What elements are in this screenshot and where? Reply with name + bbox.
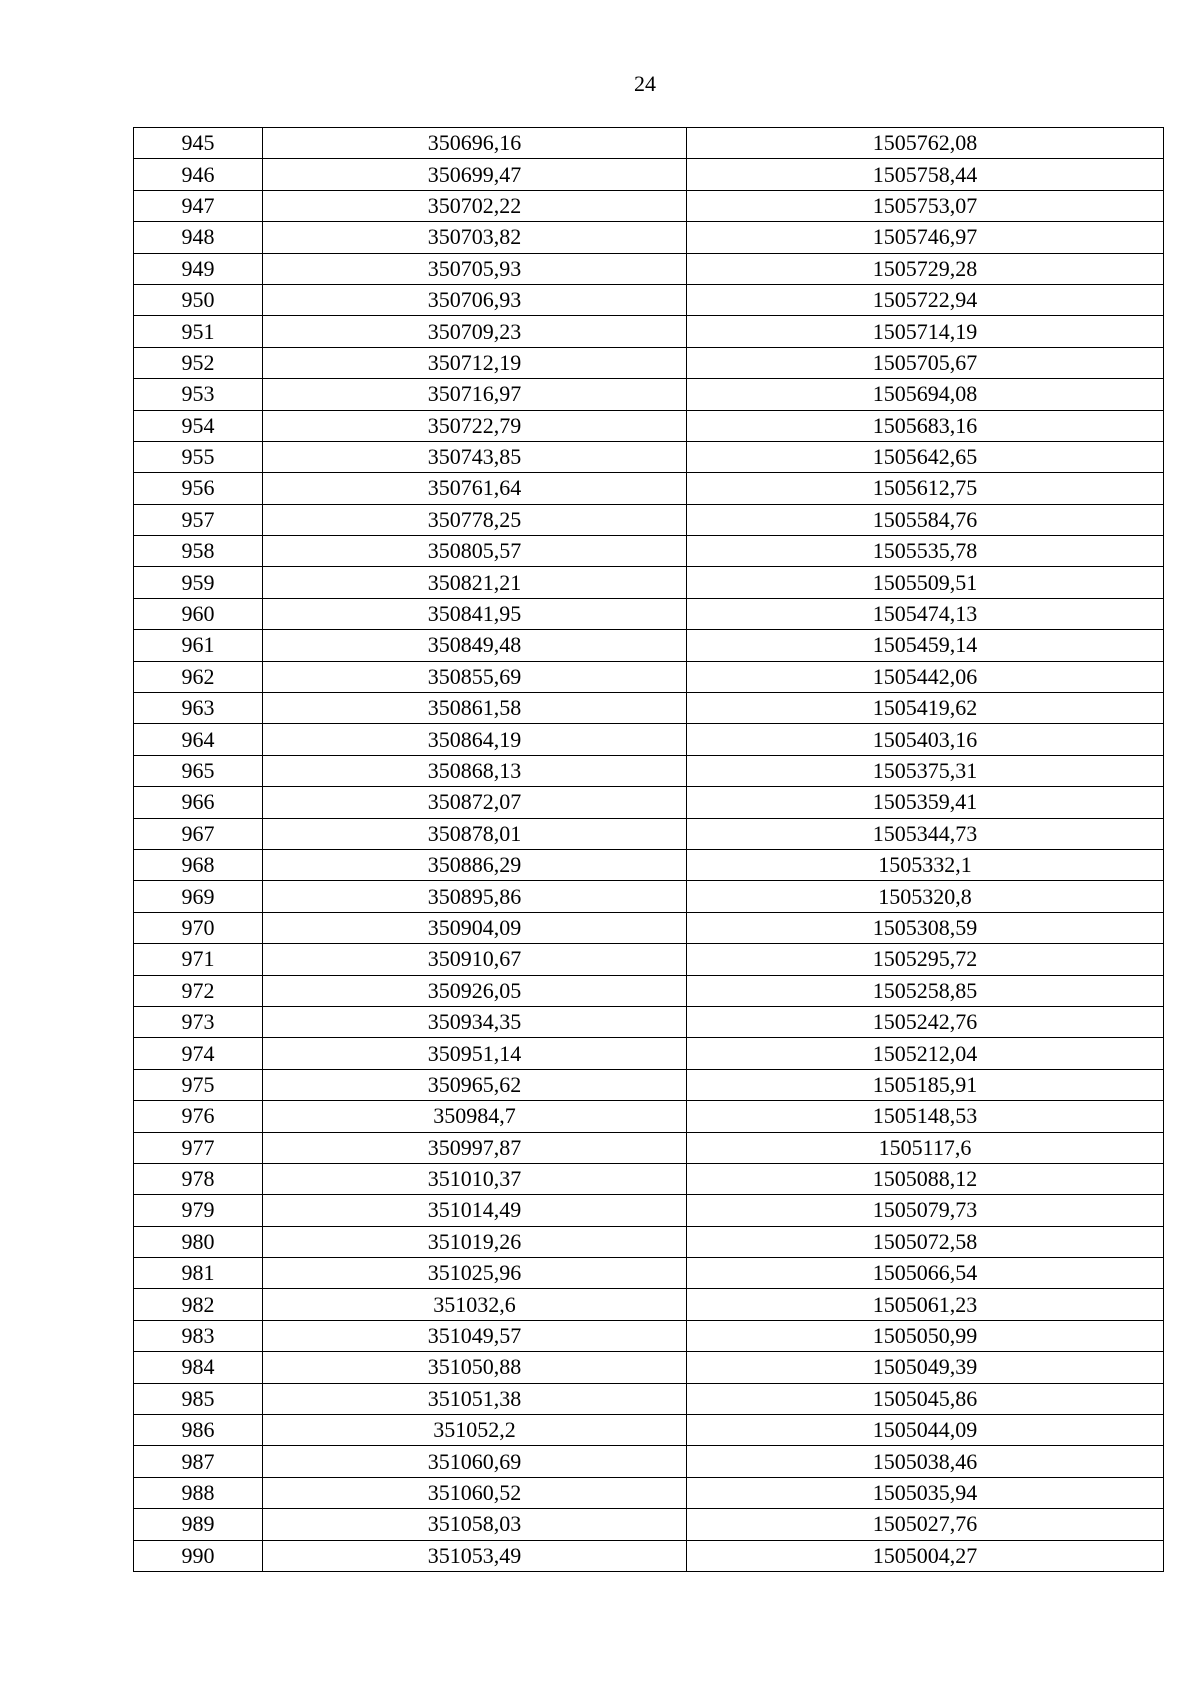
x-coordinate-cell: 350868,13 bbox=[263, 755, 687, 786]
table-row bbox=[134, 1320, 1164, 1351]
table-row bbox=[134, 598, 1164, 629]
y-coordinate-cell: 1505758,44 bbox=[687, 159, 1164, 190]
y-coordinate-cell: 1505722,94 bbox=[687, 284, 1164, 315]
x-coordinate-cell: 350910,67 bbox=[263, 944, 687, 975]
table-row bbox=[134, 787, 1164, 818]
point-number-cell: 975 bbox=[134, 1069, 263, 1100]
point-number-cell: 980 bbox=[134, 1226, 263, 1257]
point-number-cell: 950 bbox=[134, 284, 263, 315]
table-row bbox=[134, 1352, 1164, 1383]
y-coordinate-cell: 1505027,76 bbox=[687, 1509, 1164, 1540]
point-number-cell: 989 bbox=[134, 1509, 263, 1540]
y-coordinate-cell: 1505705,67 bbox=[687, 347, 1164, 378]
point-number-cell: 978 bbox=[134, 1163, 263, 1194]
table-row bbox=[134, 724, 1164, 755]
point-number-cell: 949 bbox=[134, 253, 263, 284]
table-row bbox=[134, 504, 1164, 535]
x-coordinate-cell: 351060,52 bbox=[263, 1477, 687, 1508]
x-coordinate-cell: 350696,16 bbox=[263, 128, 687, 159]
y-coordinate-cell: 1505474,13 bbox=[687, 598, 1164, 629]
table-row bbox=[134, 881, 1164, 912]
y-coordinate-cell: 1505509,51 bbox=[687, 567, 1164, 598]
x-coordinate-cell: 350702,22 bbox=[263, 190, 687, 221]
x-coordinate-cell: 350872,07 bbox=[263, 787, 687, 818]
y-coordinate-cell: 1505459,14 bbox=[687, 630, 1164, 661]
y-coordinate-cell: 1505050,99 bbox=[687, 1320, 1164, 1351]
point-number-cell: 976 bbox=[134, 1101, 263, 1132]
point-number-cell: 945 bbox=[134, 128, 263, 159]
point-number-cell: 982 bbox=[134, 1289, 263, 1320]
y-coordinate-cell: 1505403,16 bbox=[687, 724, 1164, 755]
point-number-cell: 951 bbox=[134, 316, 263, 347]
point-number-cell: 986 bbox=[134, 1415, 263, 1446]
table-row bbox=[134, 1069, 1164, 1100]
table-row bbox=[134, 818, 1164, 849]
y-coordinate-cell: 1505332,1 bbox=[687, 849, 1164, 880]
x-coordinate-cell: 351032,6 bbox=[263, 1289, 687, 1320]
table-row bbox=[134, 693, 1164, 724]
y-coordinate-cell: 1505045,86 bbox=[687, 1383, 1164, 1414]
y-coordinate-cell: 1505612,75 bbox=[687, 473, 1164, 504]
x-coordinate-cell: 350861,58 bbox=[263, 693, 687, 724]
table-row bbox=[134, 222, 1164, 253]
y-coordinate-cell: 1505044,09 bbox=[687, 1415, 1164, 1446]
point-number-cell: 960 bbox=[134, 598, 263, 629]
table-row bbox=[134, 441, 1164, 472]
y-coordinate-cell: 1505212,04 bbox=[687, 1038, 1164, 1069]
y-coordinate-cell: 1505714,19 bbox=[687, 316, 1164, 347]
x-coordinate-cell: 350878,01 bbox=[263, 818, 687, 849]
table-row bbox=[134, 159, 1164, 190]
table-row bbox=[134, 1383, 1164, 1414]
x-coordinate-cell: 350805,57 bbox=[263, 536, 687, 567]
table-row bbox=[134, 630, 1164, 661]
point-number-cell: 959 bbox=[134, 567, 263, 598]
y-coordinate-cell: 1505729,28 bbox=[687, 253, 1164, 284]
x-coordinate-cell: 350886,29 bbox=[263, 849, 687, 880]
x-coordinate-cell: 350849,48 bbox=[263, 630, 687, 661]
y-coordinate-cell: 1505079,73 bbox=[687, 1195, 1164, 1226]
x-coordinate-cell: 351058,03 bbox=[263, 1509, 687, 1540]
x-coordinate-cell: 350743,85 bbox=[263, 441, 687, 472]
x-coordinate-cell: 351019,26 bbox=[263, 1226, 687, 1257]
x-coordinate-cell: 350761,64 bbox=[263, 473, 687, 504]
point-number-cell: 977 bbox=[134, 1132, 263, 1163]
x-coordinate-cell: 350895,86 bbox=[263, 881, 687, 912]
table-row bbox=[134, 536, 1164, 567]
table-row bbox=[134, 849, 1164, 880]
point-number-cell: 981 bbox=[134, 1258, 263, 1289]
point-number-cell: 948 bbox=[134, 222, 263, 253]
table-row bbox=[134, 1258, 1164, 1289]
x-coordinate-cell: 350934,35 bbox=[263, 1006, 687, 1037]
y-coordinate-cell: 1505419,62 bbox=[687, 693, 1164, 724]
page-number: 24 bbox=[634, 71, 656, 96]
x-coordinate-cell: 350709,23 bbox=[263, 316, 687, 347]
y-coordinate-cell: 1505242,76 bbox=[687, 1006, 1164, 1037]
table-row bbox=[134, 190, 1164, 221]
x-coordinate-cell: 350841,95 bbox=[263, 598, 687, 629]
point-number-cell: 984 bbox=[134, 1352, 263, 1383]
point-number-cell: 962 bbox=[134, 661, 263, 692]
point-number-cell: 970 bbox=[134, 912, 263, 943]
table-row bbox=[134, 944, 1164, 975]
table-row bbox=[134, 1415, 1164, 1446]
point-number-cell: 983 bbox=[134, 1320, 263, 1351]
x-coordinate-cell: 351050,88 bbox=[263, 1352, 687, 1383]
y-coordinate-cell: 1505642,65 bbox=[687, 441, 1164, 472]
point-number-cell: 964 bbox=[134, 724, 263, 755]
x-coordinate-cell: 350864,19 bbox=[263, 724, 687, 755]
y-coordinate-cell: 1505344,73 bbox=[687, 818, 1164, 849]
x-coordinate-cell: 350926,05 bbox=[263, 975, 687, 1006]
y-coordinate-cell: 1505117,6 bbox=[687, 1132, 1164, 1163]
point-number-cell: 966 bbox=[134, 787, 263, 818]
y-coordinate-cell: 1505038,46 bbox=[687, 1446, 1164, 1477]
table-row bbox=[134, 912, 1164, 943]
x-coordinate-cell: 351025,96 bbox=[263, 1258, 687, 1289]
table-row bbox=[134, 410, 1164, 441]
y-coordinate-cell: 1505762,08 bbox=[687, 128, 1164, 159]
y-coordinate-cell: 1505584,76 bbox=[687, 504, 1164, 535]
point-number-cell: 963 bbox=[134, 693, 263, 724]
x-coordinate-cell: 351014,49 bbox=[263, 1195, 687, 1226]
x-coordinate-cell: 350821,21 bbox=[263, 567, 687, 598]
table-row bbox=[134, 1163, 1164, 1194]
y-coordinate-cell: 1505442,06 bbox=[687, 661, 1164, 692]
point-number-cell: 969 bbox=[134, 881, 263, 912]
point-number-cell: 954 bbox=[134, 410, 263, 441]
point-number-cell: 968 bbox=[134, 849, 263, 880]
table-row bbox=[134, 1195, 1164, 1226]
y-coordinate-cell: 1505004,27 bbox=[687, 1540, 1164, 1571]
point-number-cell: 972 bbox=[134, 975, 263, 1006]
table-row bbox=[134, 1509, 1164, 1540]
point-number-cell: 965 bbox=[134, 755, 263, 786]
x-coordinate-cell: 350703,82 bbox=[263, 222, 687, 253]
coordinates-table-body bbox=[134, 128, 1164, 1572]
y-coordinate-cell: 1505061,23 bbox=[687, 1289, 1164, 1320]
y-coordinate-cell: 1505258,85 bbox=[687, 975, 1164, 1006]
point-number-cell: 952 bbox=[134, 347, 263, 378]
point-number-cell: 988 bbox=[134, 1477, 263, 1508]
y-coordinate-cell: 1505066,54 bbox=[687, 1258, 1164, 1289]
y-coordinate-cell: 1505072,58 bbox=[687, 1226, 1164, 1257]
x-coordinate-cell: 350722,79 bbox=[263, 410, 687, 441]
y-coordinate-cell: 1505694,08 bbox=[687, 379, 1164, 410]
table-row bbox=[134, 128, 1164, 159]
y-coordinate-cell: 1505088,12 bbox=[687, 1163, 1164, 1194]
point-number-cell: 956 bbox=[134, 473, 263, 504]
table-row bbox=[134, 1132, 1164, 1163]
x-coordinate-cell: 350965,62 bbox=[263, 1069, 687, 1100]
x-coordinate-cell: 350712,19 bbox=[263, 347, 687, 378]
point-number-cell: 946 bbox=[134, 159, 263, 190]
x-coordinate-cell: 351052,2 bbox=[263, 1415, 687, 1446]
point-number-cell: 990 bbox=[134, 1540, 263, 1571]
x-coordinate-cell: 351053,49 bbox=[263, 1540, 687, 1571]
x-coordinate-cell: 350904,09 bbox=[263, 912, 687, 943]
x-coordinate-cell: 351060,69 bbox=[263, 1446, 687, 1477]
table-row bbox=[134, 1101, 1164, 1132]
y-coordinate-cell: 1505185,91 bbox=[687, 1069, 1164, 1100]
table-row bbox=[134, 1006, 1164, 1037]
y-coordinate-cell: 1505049,39 bbox=[687, 1352, 1164, 1383]
table-row bbox=[134, 661, 1164, 692]
table-row bbox=[134, 347, 1164, 378]
table-row bbox=[134, 755, 1164, 786]
y-coordinate-cell: 1505035,94 bbox=[687, 1477, 1164, 1508]
point-number-cell: 957 bbox=[134, 504, 263, 535]
table-row bbox=[134, 253, 1164, 284]
x-coordinate-cell: 350778,25 bbox=[263, 504, 687, 535]
table-row bbox=[134, 316, 1164, 347]
y-coordinate-cell: 1505308,59 bbox=[687, 912, 1164, 943]
point-number-cell: 958 bbox=[134, 536, 263, 567]
x-coordinate-cell: 350984,7 bbox=[263, 1101, 687, 1132]
y-coordinate-cell: 1505375,31 bbox=[687, 755, 1164, 786]
x-coordinate-cell: 350706,93 bbox=[263, 284, 687, 315]
point-number-cell: 971 bbox=[134, 944, 263, 975]
point-number-cell: 953 bbox=[134, 379, 263, 410]
table-row bbox=[134, 567, 1164, 598]
y-coordinate-cell: 1505683,16 bbox=[687, 410, 1164, 441]
table-row bbox=[134, 1540, 1164, 1571]
x-coordinate-cell: 351049,57 bbox=[263, 1320, 687, 1351]
point-number-cell: 967 bbox=[134, 818, 263, 849]
table-row bbox=[134, 473, 1164, 504]
x-coordinate-cell: 351010,37 bbox=[263, 1163, 687, 1194]
x-coordinate-cell: 350705,93 bbox=[263, 253, 687, 284]
y-coordinate-cell: 1505753,07 bbox=[687, 190, 1164, 221]
point-number-cell: 973 bbox=[134, 1006, 263, 1037]
point-number-cell: 955 bbox=[134, 441, 263, 472]
x-coordinate-cell: 350951,14 bbox=[263, 1038, 687, 1069]
table-row bbox=[134, 1038, 1164, 1069]
x-coordinate-cell: 350997,87 bbox=[263, 1132, 687, 1163]
coordinates-table bbox=[133, 127, 1164, 1572]
y-coordinate-cell: 1505746,97 bbox=[687, 222, 1164, 253]
table-row bbox=[134, 1446, 1164, 1477]
table-row bbox=[134, 379, 1164, 410]
table-row bbox=[134, 1289, 1164, 1320]
x-coordinate-cell: 350699,47 bbox=[263, 159, 687, 190]
x-coordinate-cell: 350855,69 bbox=[263, 661, 687, 692]
point-number-cell: 974 bbox=[134, 1038, 263, 1069]
y-coordinate-cell: 1505359,41 bbox=[687, 787, 1164, 818]
y-coordinate-cell: 1505320,8 bbox=[687, 881, 1164, 912]
point-number-cell: 985 bbox=[134, 1383, 263, 1414]
x-coordinate-cell: 351051,38 bbox=[263, 1383, 687, 1414]
table-row bbox=[134, 284, 1164, 315]
table-row bbox=[134, 975, 1164, 1006]
table-row bbox=[134, 1226, 1164, 1257]
y-coordinate-cell: 1505535,78 bbox=[687, 536, 1164, 567]
table-row bbox=[134, 1477, 1164, 1508]
x-coordinate-cell: 350716,97 bbox=[263, 379, 687, 410]
point-number-cell: 947 bbox=[134, 190, 263, 221]
point-number-cell: 961 bbox=[134, 630, 263, 661]
point-number-cell: 987 bbox=[134, 1446, 263, 1477]
y-coordinate-cell: 1505148,53 bbox=[687, 1101, 1164, 1132]
point-number-cell: 979 bbox=[134, 1195, 263, 1226]
y-coordinate-cell: 1505295,72 bbox=[687, 944, 1164, 975]
